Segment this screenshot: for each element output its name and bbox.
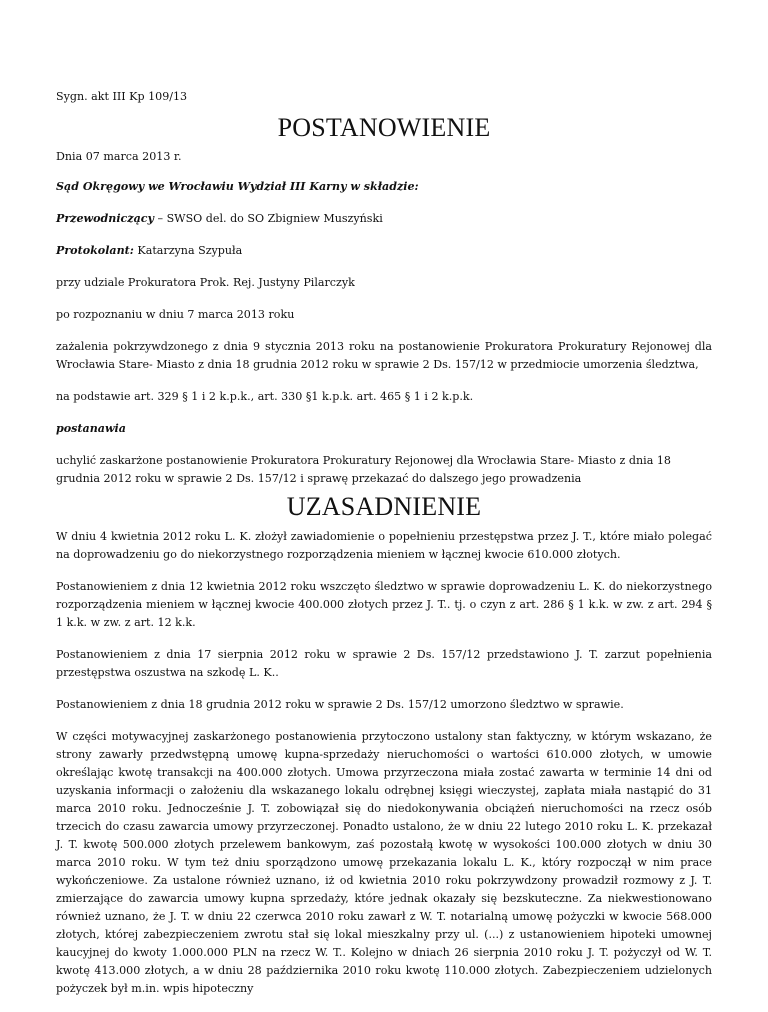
decision-paragraph: uchylić zaskarżone postanowienie Prokuratora Prokuratury Rejonowej dla Wrocławia Stare- Miasto z dnia 18 grudnia 2012 roku w sprawie 2 Ds. 157/12 i sprawę przekazać do dalszego jego prowadzenia bbox=[56, 454, 671, 485]
document-page bbox=[56, 88, 712, 1012]
chair-line bbox=[56, 210, 712, 228]
justification-paragraph: Postanowieniem z dnia 12 kwietnia 2012 roku wszczęto śledztwo w sprawie doprowadzeniu L. K. do niekorzystnego rozporządzenia mieniem w łącznej kwocie 400.000 złotych przez J. T.. tj. o czyn z art. 286 § 1 k.k. w zw. z art. 294 § 1 k.k. w zw. z art. 12 k.k. bbox=[56, 580, 712, 629]
justification-paragraph: W części motywacyjnej zaskarżonego postanowienia przytoczono ustalony stan faktyczny, w którym wskazano, że strony zawarły przedwstępną umowę kupna-sprzedaży nieruchomości o wartości 610.000 złotych, w umowie określając kwotę transakcji na 400.000 złotych. Umowa przyrzeczona miała zostać zawarta w terminie 14 dni od uzyskania informacji o założeniu dla wskazanego lokalu odrębnej księgi wieczystej, zapłata miała nastąpić do 31 marca 2010 roku. Jednocześnie J. T. zobowiązał się do niedokonywania obciążeń nieruchomości na rzecz osób trzecich do czasu zawarcia umowy przyrzeczonej. Ponadto ustalono, że w dniu 22 lutego 2010 roku L. K. przekazał J. T. kwotę 500.000 złotych przelewem bankowym, zaś pozostałą kwotę w wysokości 100.000 złotych w dniu 30 marca 2010 roku. W tym też dniu sporządzono umowę przekazania lokalu L. K., który rozpoczął w nim prace wykończeniowe. Za ustalone również uznano, iż od kwietnia 2010 roku pokrzywdzony prowadził rozmowy z J. T. zmierzające do zawarcia umowy kupna sprzedaży, które jednak okazały się bezskuteczne. Za niekwestionowano również uznano, że J. T. w dniu 22 czerwca 2010 roku zawarł z W. T. notarialną umowę pożyczki w kwocie 568.000 złotych, której zabezpieczeniem zwrotu stał się lokal mieszkalny przy ul. (...) z ustanowieniem hipoteki umownej kaucyjnej do kwoty 1.000.000 PLN na rzecz W. T.. Kolejno w dniach 26 sierpnia 2010 roku J. T. pożyczył od W. T. kwotę 413.000 złotych, a w dniu 28 października 2010 roku kwotę 110.000 złotych. Zabezpieczeniem udzielonych pożyczek był m.in. wpis hipoteczny bbox=[56, 730, 712, 995]
justification-paragraph: W dniu 4 kwietnia 2012 roku L. K. złożył zawiadomienie o popełnieniu przestępstwa przez J. T., które miało polegać na doprowadzeniu go do niekorzystnego rozporządzenia mieniem w łącznej kwocie 610.000 złotych. bbox=[56, 530, 712, 561]
complaint-paragraph: zażalenia pokrzywdzonego z dnia 9 stycznia 2013 roku na postanowienie Prokuratora Prokuratury Rejonowej dla Wrocławia Stare- Miasto z dnia 18 grudnia 2012 roku w sprawie 2 Ds. 157/12 w przedmiocie umorzenia śledztwa, bbox=[56, 340, 712, 371]
chair-label: Przewodniczący bbox=[56, 212, 154, 225]
case-signature: Sygn. akt III Kp 109/13 bbox=[56, 90, 188, 103]
legal-basis: na podstawie art. 329 § 1 i 2 k.p.k., art. 330 §1 k.p.k. art. 465 § 1 i 2 k.p.k. bbox=[56, 390, 474, 403]
document-title: POSTANOWIENIE bbox=[277, 113, 491, 142]
court-composition: Sąd Okręgowy we Wrocławiu Wydział III Karny w składzie: bbox=[56, 180, 419, 193]
chair-text: – SWSO del. do SO Zbigniew Muszyński bbox=[153, 212, 383, 225]
clerk-label: Protokolant: bbox=[56, 244, 134, 257]
justification-title: UZASADNIENIE bbox=[286, 492, 482, 521]
date-line: Dnia 07 marca 2013 r. bbox=[56, 150, 182, 163]
justification-paragraph: Postanowieniem z dnia 18 grudnia 2012 roku w sprawie 2 Ds. 157/12 umorzono śledztwo w sprawie. bbox=[56, 698, 624, 711]
hearing-line: po rozpoznaniu w dniu 7 marca 2013 roku bbox=[56, 308, 295, 321]
prosecutor-line: przy udziale Prokuratora Prok. Rej. Justyny Pilarczyk bbox=[56, 276, 355, 289]
clerk-line bbox=[56, 242, 712, 260]
decides-label: postanawia bbox=[56, 422, 126, 435]
justification-paragraph: Postanowieniem z dnia 17 sierpnia 2012 roku w sprawie 2 Ds. 157/12 przedstawiono J. T. zarzut popełnienia przestępstwa oszustwa na szkodę L. K.. bbox=[56, 648, 712, 679]
clerk-text: Katarzyna Szypuła bbox=[133, 244, 243, 257]
